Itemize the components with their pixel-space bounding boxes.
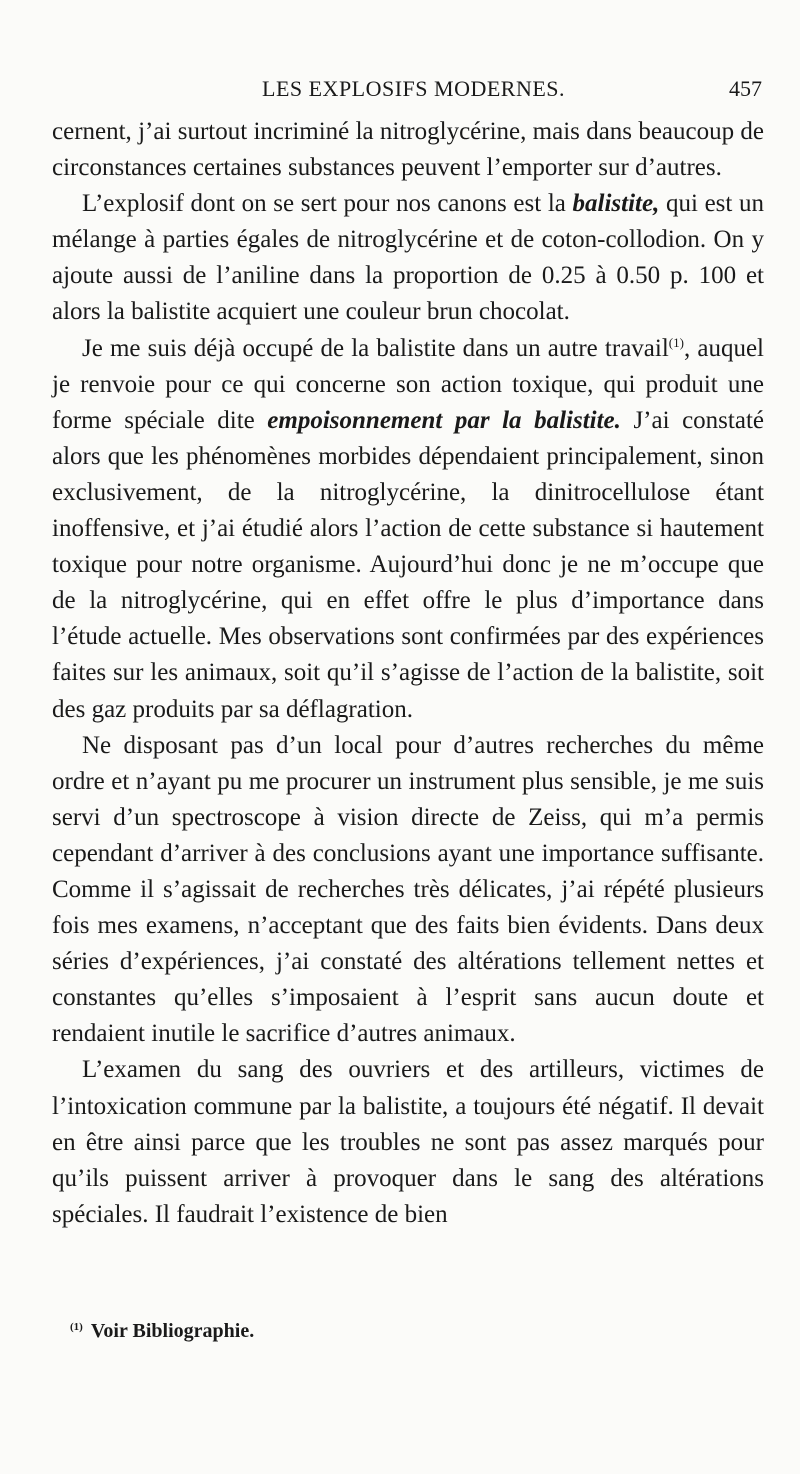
footnote-text: Voir Bibliographie. — [90, 1320, 255, 1342]
footnote-marker: (1) — [70, 1321, 83, 1333]
paragraph-3-text-c: J’ai constaté alors que les phénomènes morbides dépendaient principalement, sinon exclusivement, de la nitroglycérine, la dinitrocellulose étant inoffensive, et j’ai étudié alors l’action de cette substance si hautement toxique pour notre organisme. Aujourd’hui donc je ne m’occupe que de la nitroglycérine, qui en effet offre le plus d’importance dans l’étude actuelle. Mes observations sont confirmées par des expériences faites sur les animaux, soit qu’il s’agisse de l’action de la balistite, soit des gaz produits par sa déflagration. — [52, 406, 764, 723]
paragraph-3-text-b: , auquel je renvoie pour ce qui concerne son action toxique, qui produit une forme spéciale dite — [52, 334, 764, 434]
paragraph-2-text-b: qui est un mélange à parties égales de nitroglycérine et de coton-collodion. On y ajoute aussi de l’aniline dans la proportion de 0.25 à 0.50 p. 100 et alors la balistite acquiert une couleur brun chocolat. — [52, 190, 764, 326]
page-number: 457 — [729, 76, 762, 101]
paragraph-1: cernent, j’ai surtout incriminé la nitroglycérine, mais dans beaucoup de circonstances certaines substances peuvent l’emporter sur d’autres. — [52, 118, 764, 182]
paragraph-2-emphasis: balistite, — [572, 190, 660, 218]
body-text — [52, 114, 764, 1233]
paragraph-2-text-a: L’explosif dont on se sert pour nos canons est la — [82, 190, 573, 218]
paragraph-3 — [52, 331, 764, 728]
paragraph-3-emphasis: empoisonnement par la balistite. — [267, 406, 621, 434]
footnote-reference: (1) — [668, 334, 684, 350]
running-title: LES EXPLOSIFS MODERNES. — [262, 76, 566, 101]
page-header — [52, 72, 762, 106]
paragraph-2 — [52, 186, 764, 330]
paragraph-4: Ne disposant pas d’un local pour d’autres recherches du même ordre et n’ayant pu me procurer un instrument plus sensible, je me suis servi d’un spectroscope à vision directe de Zeiss, qui m’a permis cependant d’arriver à des conclusions ayant une importance suffisante. Comme il s’agissait de recherches très délicates, j’ai répété plusieurs fois mes examens, n’acceptant que des faits bien évidents. Dans deux séries d’expériences, j’ai constaté des altérations tellement nettes et constantes qu’elles s’imposaient à l’esprit sans aucun doute et rendaient inutile le sacrifice d’autres animaux. — [52, 731, 764, 1048]
footnote — [70, 1320, 254, 1343]
paragraph-5: L’examen du sang des ouvriers et des artilleurs, victimes de l’intoxication commune par la balistite, a toujours été négatif. Il devait en être ainsi parce que les troubles ne sont pas assez marqués pour qu’ils puissent arriver à provoquer dans le sang des altérations spéciales. Il faudrait l’existence de bien — [52, 1056, 764, 1228]
paragraph-3-text-a: Je me suis déjà occupé de la balistite dans un autre travail — [82, 334, 669, 362]
